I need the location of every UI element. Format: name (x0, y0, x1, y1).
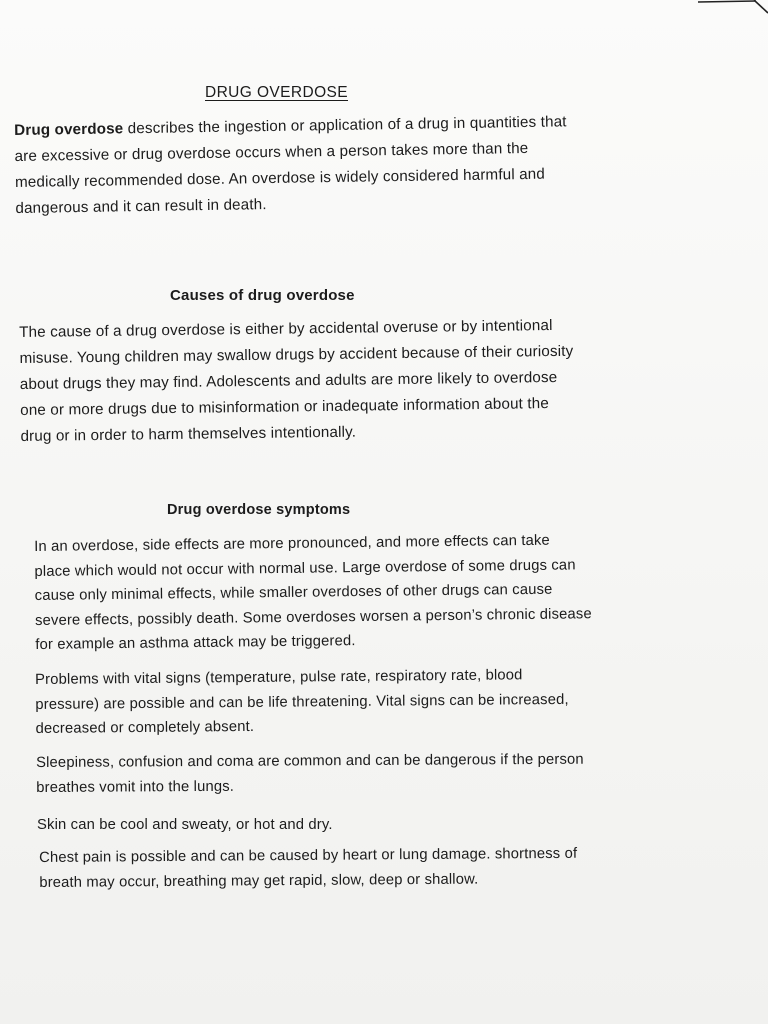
causes-line: drug or in order to harm themselves intentionally. (20, 423, 357, 445)
page-edge-mark (658, 0, 768, 14)
symptoms-line: decreased or completely absent. (35, 718, 255, 737)
symptoms-line: for example an asthma attack may be triggered. (35, 633, 356, 653)
symptoms-paragraph (39, 842, 578, 895)
symptoms-line: Sleepiness, confusion and coma are common and can be dangerous if the person (36, 751, 584, 771)
symptoms-line: cause only minimal effects, while smaller overdoses of other drugs can cause (34, 581, 553, 604)
causes-paragraph (19, 313, 574, 450)
causes-line: The cause of a drug overdose is either by accidental overuse or by intentional (19, 317, 553, 341)
causes-line: one or more drugs due to misinformation or inadequate information about the (20, 395, 550, 419)
symptoms-paragraph (37, 812, 333, 838)
symptoms-line: Chest pain is possible and can be caused by heart or lung damage. shortness of (39, 845, 578, 866)
symptoms-line: Skin can be cool and sweaty, or hot and dry. (37, 817, 333, 833)
intro-line: are excessive or drug overdose occurs when a person takes more than the (14, 139, 529, 165)
symptoms-line: pressure) are possible and can be life threatening. Vital signs can be increased, (35, 691, 569, 713)
intro-line: dangerous and it can result in death. (15, 196, 267, 217)
symptoms-line: breathes vomit into the lungs. (36, 778, 235, 796)
symptoms-line: severe effects, possibly death. Some overdoses worsen a person’s chronic disease (34, 605, 592, 629)
intro-line: medically recommended dose. An overdose is widely considered harmful and (14, 165, 546, 191)
causes-line: misuse. Young children may swallow drugs by accident because of their curiosity (19, 342, 574, 367)
intro-paragraph (14, 109, 568, 222)
symptoms-line: In an overdose, side effects are more pronounced, and more effects can take (34, 532, 550, 555)
causes-heading: Causes of drug overdose (170, 287, 355, 304)
symptoms-heading: Drug overdose symptoms (167, 502, 351, 518)
symptoms-paragraph (35, 663, 569, 742)
intro-line-rest: describes the ingestion or application of a drug in quantities that (123, 113, 567, 138)
symptoms-line: place which would not occur with normal use. Large overdose of some drugs can (34, 556, 576, 580)
document-title: DRUG OVERDOSE (205, 84, 348, 101)
intro-bold-term: Drug overdose (14, 120, 124, 139)
symptoms-paragraph (36, 748, 584, 800)
symptoms-line: breath may occur, breathing may get rapid, slow, deep or shallow. (39, 871, 479, 891)
symptoms-paragraph (34, 528, 592, 657)
causes-line: about drugs they may find. Adolescents and adults are more likely to overdose (19, 368, 558, 393)
symptoms-line: Problems with vital signs (temperature, pulse rate, respiratory rate, blood (35, 667, 523, 688)
